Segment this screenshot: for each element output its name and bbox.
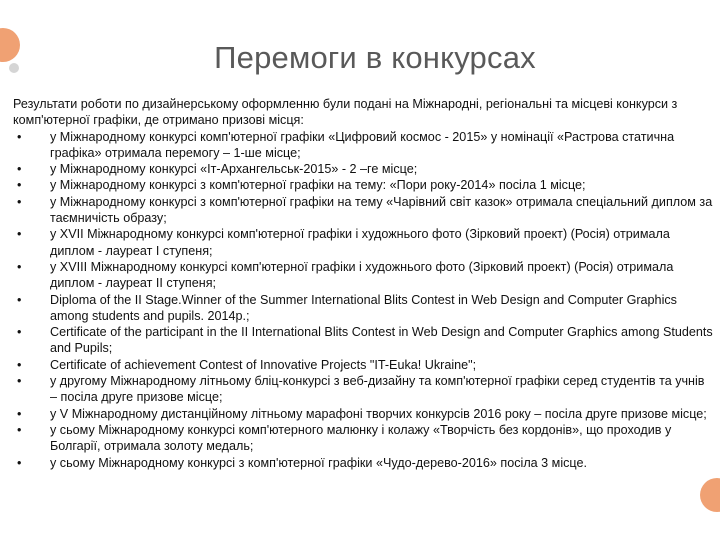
bullet-icon: • — [17, 194, 22, 209]
list-item — [13, 226, 713, 259]
list-item — [13, 161, 713, 177]
list-item — [13, 406, 713, 422]
list-item-text: Certificate of achievement Contest of Innovative Projects "IT-Euka! Ukraine"; — [50, 357, 477, 372]
list-item — [13, 357, 713, 373]
list-item — [13, 177, 713, 193]
list-item-text: Diploma of the II Stage.Winner of the Summer International Blits Contest in Web Design and Computer Graphics among students and pupils. 2014р.; — [50, 292, 677, 323]
list-item — [13, 373, 713, 406]
list-item-text: у сьому Міжнародному конкурсі з комп'ютерної графіки «Чудо-дерево-2016» посіла 3 місце. — [50, 455, 587, 470]
bullet-icon: • — [17, 374, 22, 389]
list-item — [13, 324, 713, 357]
list-item-text: у Міжнародному конкурсі з комп'ютерної графіки на тему: «Пори року-2014» посіла 1 місце; — [50, 178, 586, 193]
list-item — [13, 422, 713, 455]
bullet-icon: • — [17, 162, 22, 177]
slide-title: Перемоги в конкурсах — [214, 40, 536, 75]
list-item — [13, 129, 713, 162]
bullet-icon: • — [17, 259, 22, 274]
list-item-text: у Міжнародному конкурсі комп'ютерної графіки «Цифровий космос - 2015» у номінації «Растрова статична графіка» отримала перемогу – 1-ше місце; — [50, 129, 675, 160]
list-item-text: у Міжнародному конкурсі з комп'ютерної графіки на тему «Чарівний світ казок» отримала спеціальний диплом за таємничість образу; — [50, 194, 713, 226]
list-item — [13, 259, 713, 292]
bullet-icon: • — [17, 129, 22, 144]
bullet-icon: • — [17, 227, 22, 242]
list-item — [13, 455, 713, 471]
bullet-icon: • — [17, 406, 22, 421]
list-item — [13, 194, 713, 227]
orange-circle-decoration-bottom — [700, 478, 720, 512]
list-item-text: у Міжнародному конкурсі «Іт-Архангельськ-2015» - 2 –ге місце; — [50, 162, 418, 177]
list-item-text: у XVIII Міжнародному конкурсі комп'ютерної графіки і художнього фото (Зірковий проект) (Росія) отримала диплом - лауреат ІІ ступеня; — [50, 259, 674, 291]
bullet-icon: • — [17, 422, 22, 437]
list-item-text: у сьому Міжнародному конкурсі комп'ютерного малюнку і колажу «Творчість без кордонів», що проходив у Болгарії, отримала золоту медаль; — [50, 422, 672, 454]
list-item-text: у XVII Міжнародному конкурсі комп'ютерної графіки і художнього фото (Зірковий проект) (Росія) отримала диплом - лауреат І ступеня; — [50, 227, 670, 258]
slide-body — [13, 96, 713, 471]
intro-paragraph: Результати роботи по дизайнерському оформленню були подані на Міжнародні, регіональні та місцеві конкурси з комп'ютерної графіки, де отримано призові місця: — [13, 97, 678, 128]
achievements-list — [13, 129, 713, 471]
list-item-text: Certificate of the participant in the II International Blits Contest in Web Design and Computer Graphics among Students and Pupils; — [50, 325, 713, 356]
bullet-icon: • — [17, 178, 22, 193]
list-item-text: у V Міжнародному дистанційному літньому марафоні творчих конкурсів 2016 року – посіла друге призове місце; — [50, 406, 707, 421]
bullet-icon: • — [17, 292, 22, 307]
list-item — [13, 292, 713, 325]
list-item-text: у другому Міжнародному літньому бліц-конкурсі з веб-дизайну та комп'ютерної графіки серед студентів та учнів – посіла друге призове місце; — [50, 374, 705, 405]
bullet-icon: • — [17, 357, 22, 372]
bullet-icon: • — [17, 455, 22, 470]
bullet-icon: • — [17, 325, 22, 340]
